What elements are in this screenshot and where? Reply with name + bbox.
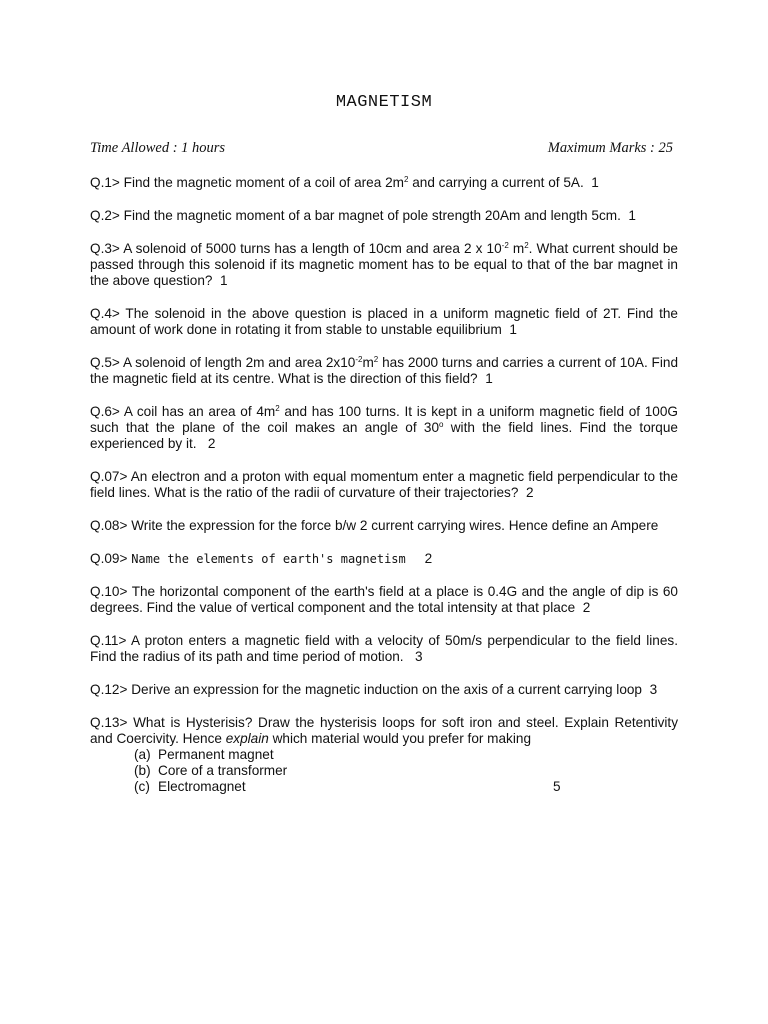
question-marks: 1 (220, 273, 228, 288)
question-marks: 3 (414, 649, 423, 664)
superscript: -2 (501, 241, 509, 250)
question-text: A solenoid of length 2m and area 2x10 (122, 355, 356, 370)
superscript: o (439, 420, 444, 429)
option-text: Permanent magnet (158, 747, 274, 762)
option-b (90, 763, 678, 779)
exam-meta (90, 140, 673, 156)
option-letter: (b) (134, 763, 151, 778)
question-list (90, 175, 678, 795)
question-marks: 1 (628, 208, 636, 223)
question-5 (90, 355, 678, 387)
question-number: Q.3> (90, 241, 120, 256)
maximum-marks: Maximum Marks : 25 (547, 140, 673, 156)
question-marks: 2 (207, 436, 216, 451)
question-text: A coil has an area of 4m (123, 404, 276, 419)
question-8 (90, 518, 678, 534)
question-text: which material would you prefer for making (268, 731, 531, 746)
question-number: Q.1> (90, 175, 120, 190)
question-7 (90, 469, 678, 501)
question-text: Derive an expression for the magnetic induction on the axis of a current carrying loop (131, 682, 642, 697)
question-marks: 1 (509, 322, 517, 337)
question-text: An electron and a proton with equal momentum enter a magnetic field perpendicular to the field lines. What is the ratio of the radii of curvature of their trajectories? (90, 469, 678, 500)
option-text: Core of a transformer (158, 763, 288, 778)
question-number: Q.07> (90, 469, 128, 484)
question-marks: 2 (582, 600, 591, 615)
question-number: Q.4> (90, 306, 120, 321)
question-text: A proton enters a magnetic field with a velocity of 50m/s perpendicular to the field lines. Find the radius of its path and time period of motion. (90, 633, 678, 664)
question-3 (90, 241, 678, 289)
question-text: and has 100 turns. It is kept in a uniform magnetic field of 100G such that the plane of the coil makes an angle of 30 (90, 404, 679, 435)
page-title: MAGNETISM (335, 93, 433, 112)
question-6 (90, 404, 678, 452)
question-text: and carrying a current of 5A. (408, 175, 584, 190)
question-text: What is Hysterisis? Draw the hysterisis loops for soft iron and steel. Explain Retentivity and Coercivity. Hence (90, 715, 678, 746)
question-text: m (362, 355, 374, 370)
question-number: Q.11> (90, 633, 127, 648)
question-11 (90, 633, 678, 665)
question-text: m (508, 241, 525, 256)
question-number: Q.10> (90, 584, 128, 599)
question-12 (90, 682, 678, 698)
question-text: Write the expression for the force b/w 2 current carrying wires. Hence define an Ampere (131, 518, 659, 533)
question-marks: 1 (591, 175, 599, 190)
question-text: has 2000 turns and carries a current of 10A. Find the magnetic field at its centre. What is the direction of this field? (90, 355, 678, 386)
time-allowed: Time Allowed : 1 hours (90, 140, 226, 156)
question-number: Q.08> (90, 518, 128, 533)
question-number: Q.2> (90, 208, 120, 223)
question-number: Q.6> (90, 404, 120, 419)
question-2 (90, 208, 678, 224)
question-text: . What current should be passed through this solenoid if its magnetic moment has to be equal to that of the bar magnet in the above question? (90, 241, 678, 288)
question-marks: 2 (525, 485, 534, 500)
question-marks: 1 (485, 371, 493, 386)
question-13 (90, 715, 678, 747)
option-text: Electromagnet (158, 779, 246, 794)
option-letter: (a) (134, 747, 151, 762)
option-list (90, 747, 678, 795)
question-number: Q.5> (90, 355, 120, 370)
question-1 (90, 175, 678, 191)
option-c (90, 779, 678, 795)
superscript: 2 (403, 175, 409, 184)
question-text: Find the magnetic moment of a bar magnet of pole strength 20Am and length 5cm. (123, 208, 621, 223)
question-text: with the field lines. Find the torque experienced by it. (90, 420, 678, 451)
question-9 (90, 551, 678, 567)
superscript: -2 (355, 355, 363, 364)
question-text: Name the elements of earth's magnetism (131, 552, 406, 566)
superscript: 2 (524, 241, 529, 250)
option-a (90, 747, 678, 763)
option-letter: (c) (134, 779, 150, 794)
superscript: 2 (275, 404, 280, 413)
question-number: Q.13> (90, 715, 128, 730)
question-marks: 3 (649, 682, 658, 697)
question-text: The horizontal component of the earth's field at a place is 0.4G and the angle of dip is 60 degrees. Find the value of vertical component and the total intensity at that place (90, 584, 678, 615)
question-marks: 5 (553, 779, 561, 794)
question-4 (90, 306, 678, 338)
question-number: Q.12> (90, 682, 128, 697)
question-text: A solenoid of 5000 turns has a length of 10cm and area 2 x 10 (123, 241, 502, 256)
superscript: 2 (373, 355, 379, 364)
question-10 (90, 584, 678, 616)
question-number: Q.09> (90, 551, 128, 566)
question-text: Find the magnetic moment of a coil of area 2m (123, 175, 404, 190)
question-text: The solenoid in the above question is placed in a uniform magnetic field of 2T. Find the amount of work done in rotating it from stable to unstable equilibrium (90, 306, 678, 337)
question-marks: 2 (424, 551, 433, 566)
emphasis-text: explain (225, 731, 269, 746)
